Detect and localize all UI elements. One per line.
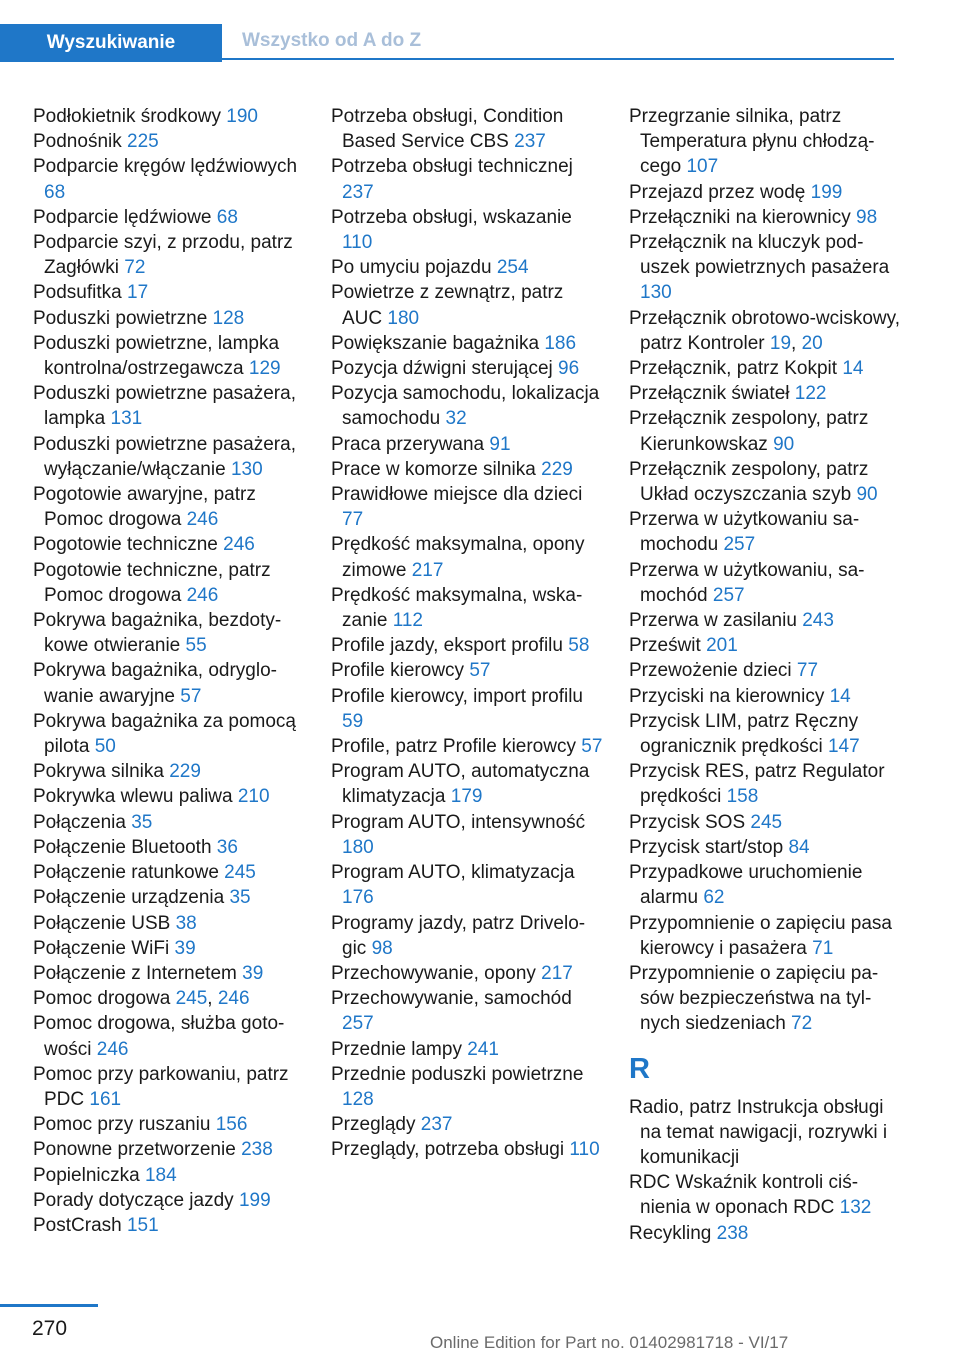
index-term: Poduszki powietrzne pasażera, lampka xyxy=(33,383,296,430)
index-term: Połączenie Bluetooth xyxy=(33,836,212,858)
page-link[interactable]: 130 xyxy=(230,458,263,480)
page-link[interactable]: 254 xyxy=(496,257,529,279)
index-term: Pokrywa bagażnika, bezdotykowe otwieranie xyxy=(33,610,282,657)
tab-search[interactable]: Wyszukiwanie xyxy=(0,24,222,62)
index-term: Pogotowie techniczne xyxy=(33,534,218,556)
page-link[interactable]: 179 xyxy=(450,786,483,808)
index-term: Przełącznik zespolony, patrz Układ oczyszczania szyb xyxy=(629,458,869,506)
index-entry xyxy=(629,759,901,809)
index-term: Przeglądy, potrzeba obsługi xyxy=(331,1139,565,1161)
index-entry xyxy=(629,457,901,507)
page-link[interactable]: 238 xyxy=(716,1222,749,1244)
index-entry xyxy=(33,860,303,885)
index-term: Przechowywanie, samochód xyxy=(331,988,572,1010)
tab-bar xyxy=(0,0,960,62)
index-entry xyxy=(33,306,303,331)
index-entry xyxy=(629,911,901,961)
index-term: Pozycja dźwigni sterującej xyxy=(331,358,553,380)
page-link[interactable]: 210 xyxy=(237,786,270,808)
page-link[interactable]: 131 xyxy=(110,408,143,430)
index-entry xyxy=(331,331,603,356)
index-entry xyxy=(33,961,303,986)
index-entry xyxy=(629,658,901,683)
index-term: Poduszki powietrzne, lampka kontrolna/ostrzegawcza xyxy=(33,332,280,380)
index-entry xyxy=(33,936,303,961)
index-term: Prędkość maksymalna, opony zimowe xyxy=(331,534,585,581)
page-link[interactable]: 39 xyxy=(174,937,196,959)
index-entry xyxy=(331,1037,603,1062)
index-entry xyxy=(331,1137,603,1162)
index-term: Pokrywka wlewu paliwa xyxy=(33,786,233,808)
page-link[interactable]: 36 xyxy=(216,836,238,858)
index-term: Podłokietnik środkowy xyxy=(33,106,221,127)
index-entry xyxy=(331,734,603,759)
index-entry xyxy=(33,608,303,658)
index-entry xyxy=(33,1011,303,1061)
index-entry xyxy=(331,759,603,809)
index-entry xyxy=(331,860,603,910)
index-term: Przypomnienie o zapięciu pasów bezpieczeństwa na tylnych siedzeniach xyxy=(629,962,879,1035)
index-term: Ponowne przetworzenie xyxy=(33,1139,236,1161)
page-link[interactable]: 129 xyxy=(248,358,281,380)
page-link[interactable]: 186 xyxy=(544,332,577,354)
index-entry xyxy=(629,835,901,860)
index-entry xyxy=(33,129,303,154)
index-term: Pomoc drogowa xyxy=(33,988,171,1010)
page-link[interactable]: 201 xyxy=(706,635,738,657)
index-entry xyxy=(33,709,303,759)
index-term: Radio, patrz Instrukcja obsługi na temat nawigacji, rozrywki i komunikacji xyxy=(629,1096,888,1168)
index-term: Powiększanie bagażnika xyxy=(331,332,540,354)
page-link[interactable]: 68 xyxy=(216,206,238,228)
index-term: Prędkość maksymalna, wskazanie xyxy=(331,584,583,632)
page-link[interactable]: 77 xyxy=(342,509,364,531)
index-entry xyxy=(629,1170,901,1220)
page-link[interactable]: 71 xyxy=(812,937,834,959)
page-link[interactable]: 147 xyxy=(827,736,860,758)
index-term: Recykling xyxy=(629,1222,712,1244)
index-term: PostCrash xyxy=(33,1214,122,1236)
page-link[interactable]: 57 xyxy=(581,736,603,758)
page-link[interactable]: 68 xyxy=(44,181,66,203)
index-entry xyxy=(331,1062,603,1112)
index-term: Przeglądy xyxy=(331,1114,416,1136)
index-entry xyxy=(33,911,303,936)
index-term: Profile, patrz Profile kierowcy xyxy=(331,736,576,758)
page-link[interactable]: 130 xyxy=(640,282,672,304)
index-entry xyxy=(33,1163,303,1188)
page-link[interactable]: 72 xyxy=(791,1013,813,1035)
index-term: Praca przerywana xyxy=(331,433,485,455)
index-term: Pogotowie techniczne, patrz Pomoc drogowa xyxy=(33,559,271,606)
page-link[interactable]: 217 xyxy=(541,962,573,984)
index-term: Program AUTO, klimatyzacja xyxy=(331,862,575,884)
index-entry xyxy=(33,1137,303,1162)
footer-edition: Online Edition for Part no. 01402981718 - VI/17 xyxy=(430,1333,789,1352)
page-link[interactable]: 50 xyxy=(94,736,116,758)
index-term: Podparcie lędźwiowe xyxy=(33,206,212,228)
index-entry xyxy=(629,205,901,230)
index-entry xyxy=(629,356,901,381)
index-term: Połączenia xyxy=(33,811,126,833)
index-entry xyxy=(33,280,303,305)
page-link[interactable]: 246 xyxy=(223,534,255,556)
page-link[interactable]: 96 xyxy=(558,358,580,380)
page-link[interactable]: 243 xyxy=(802,610,834,632)
index-entry xyxy=(629,558,901,608)
index-term: Podsufitka xyxy=(33,282,122,304)
index-entry xyxy=(331,986,603,1036)
index-term: Przerwa w zasilaniu xyxy=(629,610,797,632)
index-entry xyxy=(331,356,603,381)
index-entry xyxy=(629,961,901,1037)
index-term: Przewożenie dzieci xyxy=(629,660,792,682)
index-term: Przerwa w użytkowaniu, samochód xyxy=(629,559,865,606)
index-letter-heading: R xyxy=(629,1052,650,1085)
index-entry xyxy=(33,381,303,431)
index-entry xyxy=(33,885,303,910)
page-link[interactable]: 128 xyxy=(212,307,245,329)
page-link[interactable]: 35 xyxy=(229,887,251,909)
index-term: Po umyciu pojazdu xyxy=(331,257,492,279)
page-link[interactable]: 158 xyxy=(726,786,759,808)
page-link[interactable]: 57 xyxy=(469,660,491,682)
index-term: Powietrze z zewnątrz, patrz AUC xyxy=(331,282,564,329)
page-link[interactable]: 77 xyxy=(796,660,819,682)
index-entry xyxy=(629,230,901,306)
page-link[interactable]: 90 xyxy=(773,433,795,455)
page-link[interactable]: 98 xyxy=(856,206,878,228)
page-link[interactable]: 151 xyxy=(126,1214,159,1236)
page-link[interactable]: 58 xyxy=(568,635,590,657)
page-link[interactable]: 237 xyxy=(420,1114,453,1136)
page-link[interactable]: 180 xyxy=(342,836,374,858)
page-link[interactable]: 184 xyxy=(144,1164,177,1186)
page-link[interactable]: 38 xyxy=(175,912,197,934)
index-entry xyxy=(629,1221,901,1246)
page-link[interactable]: 246 xyxy=(96,1038,129,1060)
page-link[interactable]: 257 xyxy=(723,534,756,556)
page-link[interactable]: 32 xyxy=(445,408,467,430)
index-term: Prawidłowe miejsce dla dzieci xyxy=(331,484,583,506)
index-term: Programy jazdy, patrz Drivelogic xyxy=(331,912,586,959)
page-link[interactable]: 14 xyxy=(842,358,864,380)
index-entry xyxy=(331,457,603,482)
index-entry xyxy=(629,684,901,709)
index-entry xyxy=(629,608,901,633)
page-link[interactable]: 229 xyxy=(169,761,201,783)
index-entry xyxy=(331,810,603,860)
index-entry xyxy=(33,1188,303,1213)
index-term: Przechowywanie, opony xyxy=(331,962,536,984)
page-link[interactable]: 246 xyxy=(186,509,219,531)
index-term: Pogotowie awaryjne, patrz Pomoc drogowa xyxy=(33,484,256,531)
index-entry xyxy=(33,331,303,381)
page-number-rule xyxy=(0,1304,98,1307)
page-link[interactable]: 176 xyxy=(342,887,374,909)
index-term: Profile kierowcy xyxy=(331,660,465,682)
page-link[interactable]: 39 xyxy=(242,962,264,984)
page-link[interactable]: 246 xyxy=(186,584,219,606)
index-term: Pomoc przy parkowaniu, patrz PDC xyxy=(33,1063,289,1110)
page-link[interactable]: 17 xyxy=(127,282,149,304)
index-entry xyxy=(33,230,303,280)
index-entry xyxy=(629,860,901,910)
page-link[interactable]: 132 xyxy=(839,1197,872,1219)
page-link[interactable]: 237 xyxy=(342,181,374,203)
index-term: Profile kierowcy, import profilu xyxy=(331,685,584,707)
index-entry xyxy=(331,381,603,431)
index-entry xyxy=(33,558,303,608)
page-link[interactable]: 91 xyxy=(489,433,511,455)
index-entry xyxy=(331,633,603,658)
index-term: Pokrywa bagażnika, odryglowanie awaryjne xyxy=(33,660,277,707)
index-entry xyxy=(629,1095,901,1171)
index-term: Prześwit xyxy=(629,635,701,657)
page-link[interactable]: 90 xyxy=(856,484,878,506)
page-link[interactable]: 107 xyxy=(686,156,719,178)
index-term: Przypadkowe uruchomienie alarmu xyxy=(629,862,863,909)
page-link[interactable]: 19 xyxy=(769,332,792,354)
index-entry xyxy=(33,205,303,230)
index-term: Program AUTO, automatyczna klimatyzacja xyxy=(331,761,590,808)
index-entry xyxy=(331,1112,603,1137)
index-term: Przejazd przez wodę xyxy=(629,181,806,203)
page-link[interactable]: 225 xyxy=(127,131,159,153)
index-term: RDC Wskaźnik kontroli ciśnienia w oponach RDC xyxy=(629,1172,859,1219)
index-entry xyxy=(331,658,603,683)
page-number: 270 xyxy=(32,1317,68,1340)
page-link[interactable]: 180 xyxy=(387,307,420,329)
page-link[interactable]: 57 xyxy=(180,685,202,707)
index-term: Pomoc drogowa, służba gotowości xyxy=(33,1013,285,1060)
index-entry xyxy=(629,381,901,406)
page-link[interactable]: 128 xyxy=(342,1088,374,1110)
index-entry xyxy=(33,810,303,835)
page-link[interactable]: 217 xyxy=(411,559,444,581)
page-link[interactable]: 55 xyxy=(185,635,207,657)
index-term: Przednie poduszki powietrzne xyxy=(331,1063,584,1085)
index-entry xyxy=(33,1112,303,1137)
index-term: Przycisk RES, patrz Regulator prędkości xyxy=(629,761,885,808)
index-entry xyxy=(33,1213,303,1238)
page-link[interactable]: 35 xyxy=(131,811,153,833)
index-term: Przełącznik, patrz Kokpit xyxy=(629,358,838,380)
index-entry xyxy=(331,961,603,986)
index-term: Przełączniki na kierownicy xyxy=(629,206,851,228)
index-term: Pokrywa silnika xyxy=(33,761,164,783)
index-term: Podparcie kręgów lędźwiowych xyxy=(33,156,298,178)
index-term: Popielniczka xyxy=(33,1164,140,1186)
page-link[interactable]: 246 xyxy=(217,988,250,1010)
index-entry xyxy=(33,154,303,204)
index-term: Połączenie USB xyxy=(33,912,171,934)
page-link[interactable]: 241 xyxy=(467,1038,499,1060)
index-entry xyxy=(629,810,901,835)
index-term: Połączenie ratunkowe xyxy=(33,862,219,884)
page-link[interactable]: 245 xyxy=(175,988,208,1010)
index-entry xyxy=(331,205,603,255)
index-entry xyxy=(629,406,901,456)
index-term: Podnośnik xyxy=(33,131,122,153)
index-entry xyxy=(33,759,303,784)
tab-a-to-z[interactable]: Wszystko od A do Z xyxy=(222,24,894,60)
index-term: Program AUTO, intensywność xyxy=(331,811,586,833)
index-entry xyxy=(331,583,603,633)
index-term: Przegrzanie silnika, patrz Temperatura płynu chłodzącego xyxy=(629,106,875,178)
index-entry xyxy=(33,532,303,557)
index-term: Profile jazdy, eksport profilu xyxy=(331,635,563,657)
page-link[interactable]: 156 xyxy=(215,1114,248,1136)
index-entry xyxy=(629,633,901,658)
index-term: Przednie lampy xyxy=(331,1038,462,1060)
index-entry xyxy=(33,104,303,129)
index-term: Pokrywa bagażnika za pomocą pilota xyxy=(33,710,296,758)
index-term: Pomoc przy ruszaniu xyxy=(33,1114,211,1136)
index-term: Podparcie szyi, z przodu, patrz Zagłówki xyxy=(33,232,293,279)
index-term: Pozycja samochodu, lokalizacja samochodu xyxy=(331,383,600,430)
index-term: Przełącznik na kluczyk poduszek powietrznych pasażera xyxy=(629,232,890,279)
index-term: Przerwa w użytkowaniu samochodu xyxy=(629,509,860,556)
index-term: Przycisk start/stop xyxy=(629,836,784,858)
index-entry xyxy=(331,532,603,582)
page-link[interactable]: 122 xyxy=(794,383,827,405)
index-term: Przycisk SOS xyxy=(629,811,746,833)
page-link[interactable]: 72 xyxy=(124,257,146,279)
page-link[interactable]: 190 xyxy=(226,106,258,127)
index-entry xyxy=(33,432,303,482)
page-link[interactable]: 20 xyxy=(801,332,823,354)
index-entry xyxy=(33,784,303,809)
index-entry xyxy=(629,104,901,180)
index-term: Połączenie WiFi xyxy=(33,937,170,959)
index-term: Potrzeba obsługi technicznej xyxy=(331,156,573,178)
index-term: Przełącznik świateł xyxy=(629,383,790,405)
page-link[interactable]: 98 xyxy=(371,937,393,959)
page-link[interactable]: 62 xyxy=(703,887,725,909)
page-link[interactable]: 245 xyxy=(750,811,783,833)
index-term: Porady dotyczące jazdy xyxy=(33,1189,234,1211)
page-link[interactable]: 199 xyxy=(810,181,843,203)
page-link[interactable]: 238 xyxy=(241,1139,273,1161)
index-column-1 xyxy=(33,104,303,1238)
index-term: Przełącznik zespolony, patrz Kierunkowskaz xyxy=(629,408,869,455)
index-entry xyxy=(331,280,603,330)
index-term: Przypomnienie o zapięciu pasa kierowcy i pasażera xyxy=(629,912,892,959)
index-term: Przycisk LIM, patrz Ręczny ogranicznik prędkości xyxy=(629,710,859,758)
index-entry xyxy=(331,104,603,154)
index-entry xyxy=(331,911,603,961)
index-entry xyxy=(33,658,303,708)
index-term: Połączenie urządzenia xyxy=(33,887,225,909)
index-entry xyxy=(629,709,901,759)
page-link[interactable]: 161 xyxy=(89,1088,122,1110)
index-entry xyxy=(33,482,303,532)
index-entry: Pomoc drogowa 245, 246 xyxy=(33,988,250,1010)
index-entry xyxy=(33,835,303,860)
index-entry xyxy=(33,1062,303,1112)
page-link[interactable]: 59 xyxy=(342,710,364,732)
index-term: Poduszki powietrzne xyxy=(33,307,208,329)
index-entry xyxy=(331,154,603,204)
index-entry xyxy=(331,482,603,532)
page-link[interactable]: 257 xyxy=(712,584,745,606)
index-term: Potrzeba obsługi, wskazanie xyxy=(331,206,572,228)
index-entry xyxy=(629,507,901,557)
page-link[interactable]: 110 xyxy=(342,232,373,254)
index-entry xyxy=(331,684,603,734)
page-link[interactable]: 245 xyxy=(224,862,256,884)
index-term: Poduszki powietrzne pasażera, wyłączanie/włączanie xyxy=(33,433,296,480)
page-link[interactable]: 84 xyxy=(788,836,810,858)
page-link[interactable]: 14 xyxy=(829,685,851,707)
page-link[interactable]: 110 xyxy=(569,1139,600,1161)
index-entry: Przełącznik obrotowo-wciskowy, patrz Kontroler 19, 20 xyxy=(629,307,901,354)
page-link[interactable]: 257 xyxy=(342,1013,374,1035)
page-link[interactable]: 199 xyxy=(238,1189,271,1211)
index-term: Potrzeba obsługi, Condition Based Service CBS xyxy=(331,106,564,153)
index-column-3 xyxy=(629,104,901,1246)
index-term: Prace w komorze silnika xyxy=(331,458,536,480)
index-entry xyxy=(331,432,603,457)
index-entry xyxy=(331,255,603,280)
index-column-2 xyxy=(331,104,603,1163)
index-term: Przełącznik obrotowo-wciskowy, patrz Kontroler xyxy=(629,307,901,354)
index-term: Połączenie z Internetem xyxy=(33,962,237,984)
index-term: Przyciski na kierownicy xyxy=(629,685,825,707)
page-link[interactable]: 229 xyxy=(541,458,573,480)
page-link[interactable]: 237 xyxy=(514,131,546,153)
page-link[interactable]: 112 xyxy=(392,610,423,632)
index-entry xyxy=(629,180,901,205)
